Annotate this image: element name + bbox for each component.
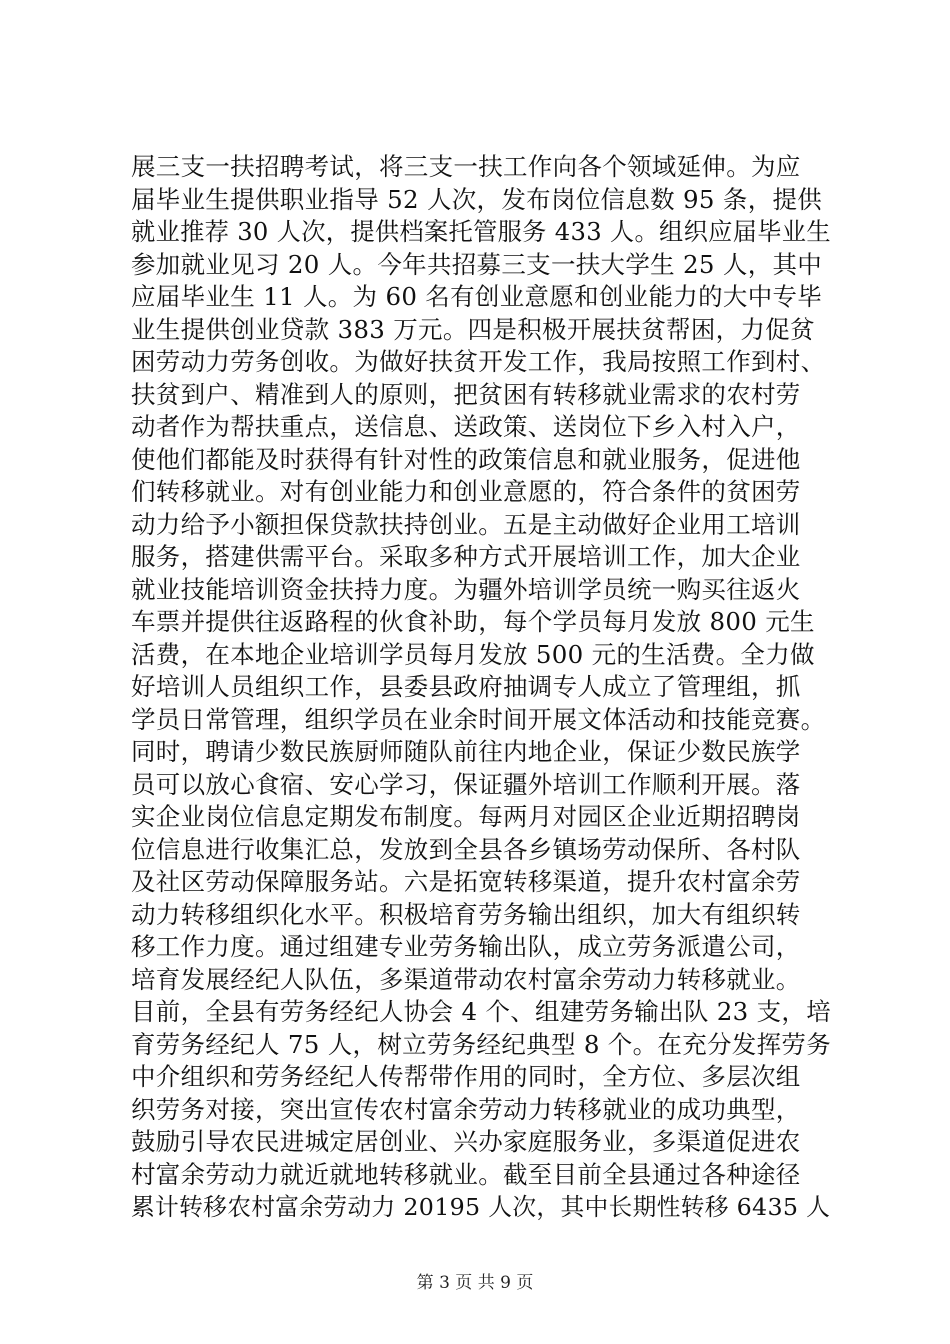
- text-line: 及社区劳动保障服务站。六是拓宽转移渠道，提升农村富余劳: [131, 867, 801, 896]
- text-line: 员可以放心食宿、安心学习，保证疆外培训工作顺利开展。落: [131, 769, 801, 799]
- text-line: 动力给予小额担保贷款扶持创业。五是主动做好企业用工培训: [131, 509, 801, 539]
- text-line: 困劳动力劳务创收。为做好扶贫开发工作，我局按照工作到村、: [131, 347, 826, 376]
- text-line: 移工作力度。通过组建专业劳务输出队，成立劳务派遣公司，: [131, 932, 801, 961]
- text-line: 同时，聘请少数民族厨师随队前往内地企业，保证少数民族学: [131, 737, 801, 766]
- text-line: 培育发展经纪人队伍，多渠道带动农村富余劳动力转移就业。: [131, 964, 801, 994]
- text-line: 织劳务对接，突出宣传农村富余劳动力转移就业的成功典型，: [131, 1094, 801, 1124]
- text-line: 位信息进行收集汇总，发放到全县各乡镇场劳动保所、各村队: [131, 834, 801, 864]
- text-line: 展三支一扶招聘考试，将三支一扶工作向各个领域延伸。为应: [131, 152, 801, 181]
- text-line: 们转移就业。对有创业能力和创业意愿的，符合条件的贫困劳: [131, 477, 801, 506]
- text-line: 扶贫到户、精准到人的原则，把贫困有转移就业需求的农村劳: [131, 379, 801, 409]
- text-line: 目前，全县有劳务经纪人协会 4 个、组建劳务输出队 23 支，培: [131, 997, 832, 1026]
- text-line: 车票并提供往返路程的伙食补助，每个学员每月发放 800 元生: [131, 607, 815, 636]
- text-line: 好培训人员组织工作，县委县政府抽调专人成立了管理组，抓: [131, 672, 801, 701]
- text-line: 累计转移农村富余劳动力 20195 人次，其中长期性转移 6435 人: [131, 1193, 831, 1221]
- text-line: 届毕业生提供职业指导 52 人次，发布岗位信息数 95 条，提供: [131, 184, 823, 214]
- text-line: 业生提供创业贷款 383 万元。四是积极开展扶贫帮困，力促贫: [131, 314, 815, 344]
- text-line: 应届毕业生 11 人。为 60 名有创业意愿和创业能力的大中专毕: [131, 282, 823, 311]
- text-line: 服务，搭建供需平台。采取多种方式开展培训工作，加大企业: [131, 542, 801, 571]
- text-line: 就业推荐 30 人次，提供档案托管服务 433 人。组织应届毕业生: [131, 217, 831, 246]
- text-line: 活费，在本地企业培训学员每月发放 500 元的生活费。全力做: [131, 639, 815, 669]
- text-line: 动者作为帮扶重点，送信息、送政策、送岗位下乡入村入户，: [131, 412, 801, 441]
- text-line: 参加就业见习 20 人。今年共招募三支一扶大学生 25 人，其中: [131, 249, 823, 279]
- text-line: 学员日常管理，组织学员在业余时间开展文体活动和技能竞赛。: [131, 704, 826, 734]
- text-line: 村富余劳动力就近就地转移就业。截至目前全县通过各种途径: [131, 1159, 801, 1189]
- text-line: 实企业岗位信息定期发布制度。每两月对园区企业近期招聘岗: [131, 802, 801, 831]
- page-footer: 第 3 页 共 9 页: [416, 1273, 534, 1293]
- text-line: 中介组织和劳务经纪人传帮带作用的同时，全方位、多层次组: [131, 1062, 801, 1091]
- text-line: 使他们都能及时获得有针对性的政策信息和就业服务，促进他: [131, 444, 801, 474]
- text-line: 动力转移组织化水平。积极培育劳务输出组织，加大有组织转: [131, 899, 801, 929]
- text-line: 育劳务经纪人 75 人，树立劳务经纪典型 8 个。在充分发挥劳务: [131, 1029, 832, 1059]
- body-text: [131, 151, 831, 1224]
- text-line: 就业技能培训资金扶持力度。为疆外培训学员统一购买往返火: [131, 574, 801, 604]
- text-line: 鼓励引导农民进城定居创业、兴办家庭服务业，多渠道促进农: [131, 1127, 801, 1156]
